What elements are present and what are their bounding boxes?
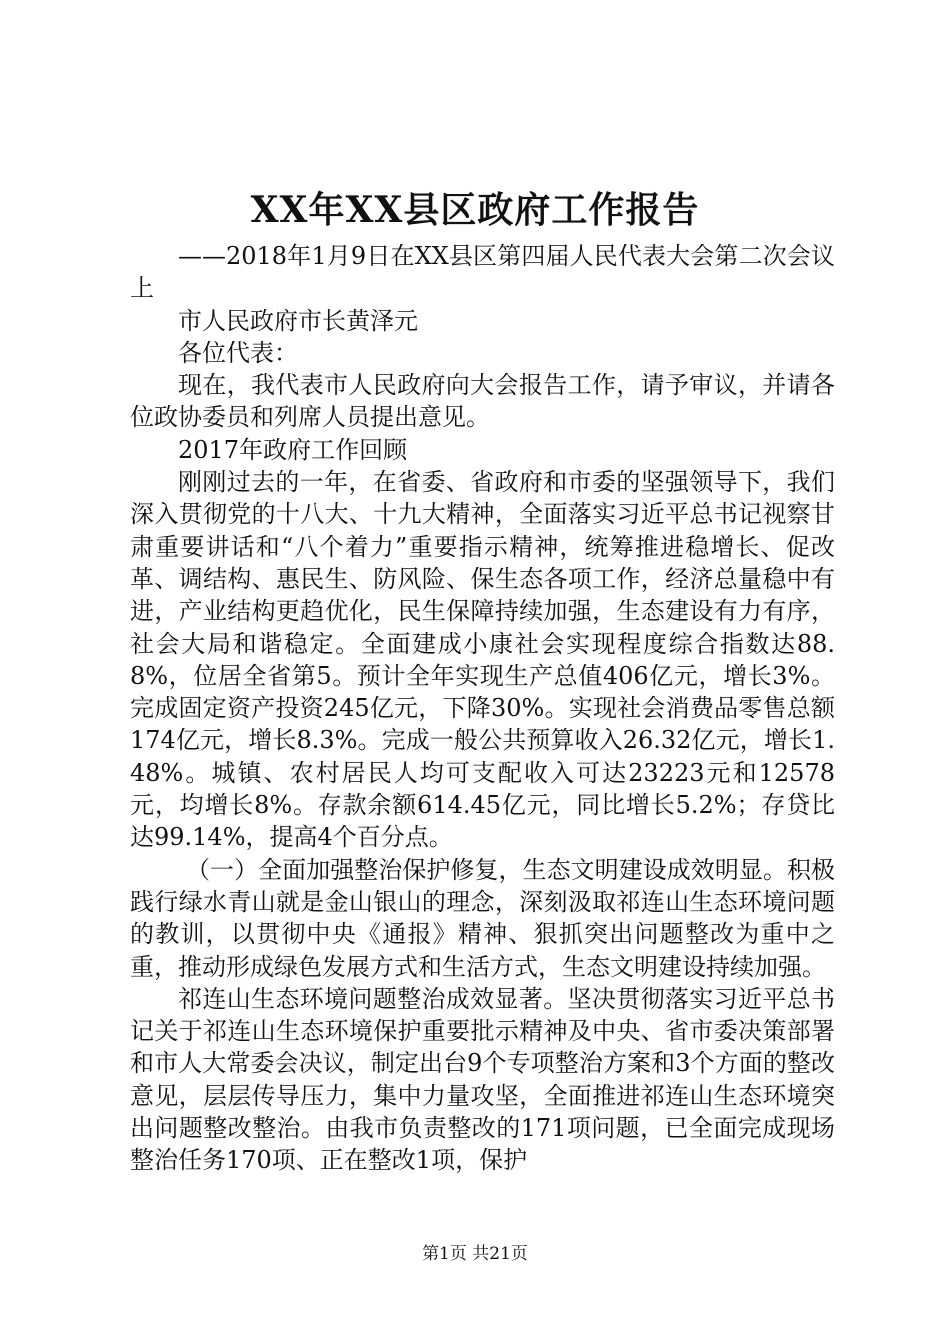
qilian-paragraph: 祁连山生态环境问题整治成效显著。坚决贯彻落实习近平总书记关于祁连山生态环境保护重要批示精神及中央、省市委决策部署和市人大常委会决议，制定出台9个专项整治方案和3个方面的整改意见，层层传导压力，集中力量攻坚，全面推进祁连山生态环境突出问题整改整治。由我市负责整改的171项问题，已全面完成现场整治任务170项、正在整改1项，保护 — [130, 984, 835, 1175]
speaker-line: 市人民政府市长黄泽元 — [178, 306, 418, 335]
page-number: 第1页 共21页 — [422, 1244, 528, 1264]
subtitle-line: ——2018年1月9日在XX县区第四届人民代表大会第二次会议上 — [130, 242, 835, 303]
review-paragraph: 刚刚过去的一年，在省委、省政府和市委的坚强领导下，我们深入贯彻党的十八大、十九大精神，全面落实习近平总书记视察甘肃重要讲话和“八个着力”重要指示精神，统筹推进稳增长、促改革、调结构、惠民生、防风险、保生态各项工作，经济总量稳中有进，产业结构更趋优化，民生保障持续加强，生态建设有力有序，社会大局和谐稳定。全面建成小康社会实现程度综合指数达88.8%，位居全省第5。预计全年实现生产总值406亿元，增长3%。完成固定资产投资245亿元，下降30%。实现社会消费品零售总额174亿元，增长8.3%。完成一般公共预算收入26.32亿元，增长1.48%。城镇、农村居民人均可支配收入可达23223元和12578元，均增长8%。存款余额614.45亿元，同比增长5.2%；存贷比达99.14%，提高4个百分点。 — [130, 468, 835, 852]
intro-paragraph: 现在，我代表市人民政府向大会报告工作，请予审议，并请各位政协委员和列席人员提出意见。 — [130, 371, 835, 432]
document-title: XX年XX县区政府工作报告 — [250, 189, 700, 231]
document-body — [130, 240, 835, 1177]
section-one-paragraph: （一）全面加强整治保护修复，生态文明建设成效明显。积极践行绿水青山就是金山银山的理念，深刻汲取祁连山生态环境问题的教训，以贯彻中央《通报》精神、狠抓突出问题整改为重中之重，推动形成绿色发展方式和生活方式，生态文明建设持续加强。 — [130, 855, 835, 981]
salutation: 各位代表： — [178, 338, 298, 367]
section-heading: 2017年政府工作回顾 — [178, 435, 408, 464]
